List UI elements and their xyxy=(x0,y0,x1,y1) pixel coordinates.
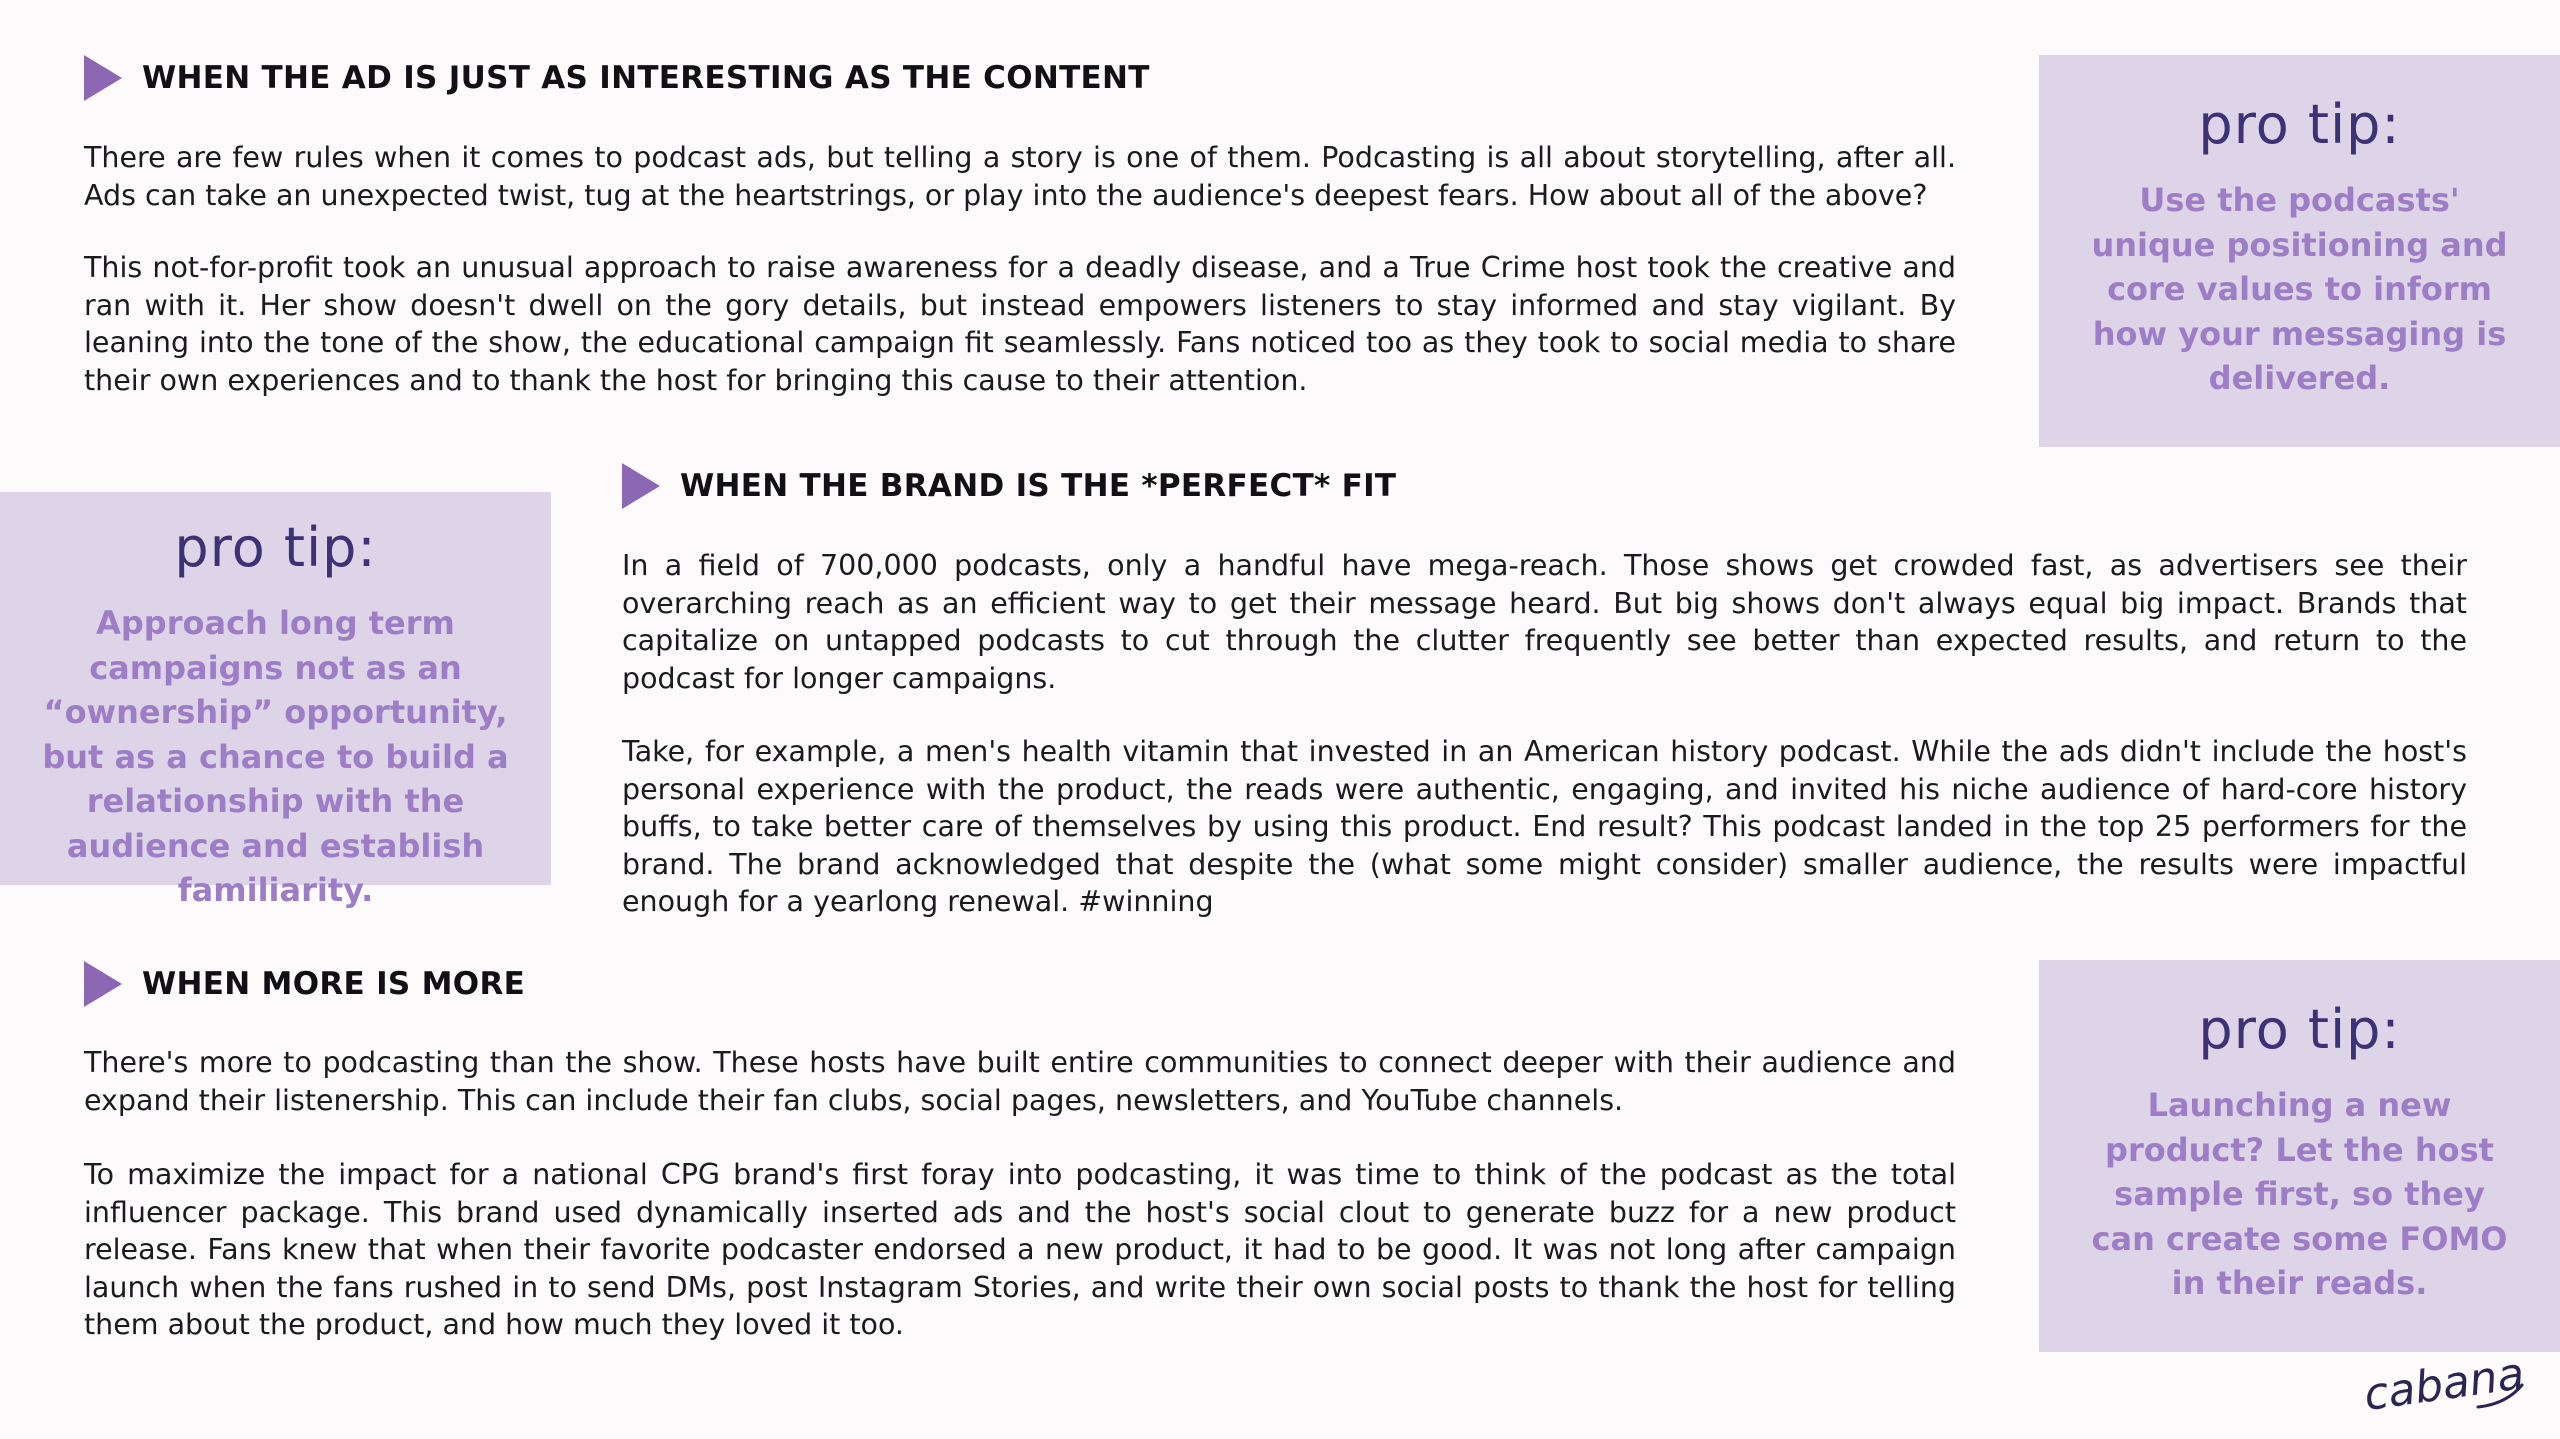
cabana-logo xyxy=(2360,1347,2530,1421)
pro-tip-text: Launching a new product? Let the host sample first, so they can create some FOMO in their reads. xyxy=(2091,1086,2508,1302)
pro-tip-heading: pro tip: xyxy=(2198,93,2401,156)
section-paragraph: There's more to podcasting than the show. These hosts have built entire communities to connect deeper with their audience and expand their listenership. This can include their fan clubs, social pages, newsletters, and YouTube channels. xyxy=(84,1046,1956,1117)
pro-tip-box xyxy=(2039,960,2560,1352)
pro-tip-heading: pro tip: xyxy=(174,516,377,579)
logo-wordmark: cabana xyxy=(2360,1348,2528,1421)
section-paragraph: There are few rules when it comes to podcast ads, but telling a story is one of them. Podcasting is all about storytelling, after all. Ads can take an unexpected twist, tug at the heartstrings, or play into the audience's deepest fears. How about all of the above? xyxy=(84,141,1956,212)
section-heading: WHEN THE AD IS JUST AS INTERESTING AS THE CONTENT xyxy=(142,60,1150,96)
play-triangle-icon xyxy=(84,961,122,1007)
section-paragraph: Take, for example, a men's health vitamin that invested in an American history podcast. While the ads didn't include the host's personal experience with the product, the reads were authentic, engaging, and invited his niche audience of hard-core history buffs, to take better care of themselves by using this product. End result? This podcast landed in the top 25 performers for the brand. The brand acknowledged that despite the (what some might consider) smaller audience, the results were impactful enough for a yearlong renewal. #winning xyxy=(622,735,2467,918)
section-paragraph: In a field of 700,000 podcasts, only a handful have mega-reach. Those shows get crowded fast, as advertisers see their overarching reach as an efficient way to get their message heard. But big shows don't always equal big impact. Brands that capitalize on untapped podcasts to cut through the clutter frequently see better than expected results, and return to the podcast for longer campaigns. xyxy=(622,549,2467,695)
pro-tip-box xyxy=(2039,55,2560,447)
section-title-perfect-fit xyxy=(622,460,1396,512)
section-heading: WHEN THE BRAND IS THE *PERFECT* FIT xyxy=(680,468,1397,504)
section-heading: WHEN MORE IS MORE xyxy=(142,966,526,1002)
section-paragraph: To maximize the impact for a national CPG brand's first foray into podcasting, it was time to think of the podcast as the total influencer package. This brand used dynamically inserted ads and the host's social clout to generate buzz for a new product release. Fans knew that when their favorite podcaster endorsed a new product, it had to be good. It was not long after campaign launch when the fans rushed in to send DMs, post Instagram Stories, and write their own social posts to thank the host for telling them about the product, and how much they loved it too. xyxy=(84,1158,1956,1341)
section-title-more-is-more xyxy=(84,958,525,1010)
section-title-ad-interesting xyxy=(84,52,1150,104)
pro-tip-box xyxy=(0,492,551,909)
section-paragraph: This not-for-profit took an unusual approach to raise awareness for a deadly disease, and a True Crime host took the creative and ran with it. Her show doesn't dwell on the gory details, but instead empowers listeners to stay informed and stay vigilant. By leaning into the tone of the show, the educational campaign fit seamlessly. Fans noticed too as they took to social media to share their own experiences and to thank the host for bringing this cause to their attention. xyxy=(84,251,1956,397)
pro-tip-text: Use the podcasts' unique positioning and core values to inform how your messaging is delivered. xyxy=(2091,181,2508,397)
pro-tip-heading: pro tip: xyxy=(2198,998,2401,1061)
play-triangle-icon xyxy=(622,463,660,509)
pro-tip-text: Approach long term campaigns not as an “ownership” opportunity, but as a chance to build a relationship with the audience and establish familiarity. xyxy=(42,604,509,909)
play-triangle-icon xyxy=(84,55,122,101)
